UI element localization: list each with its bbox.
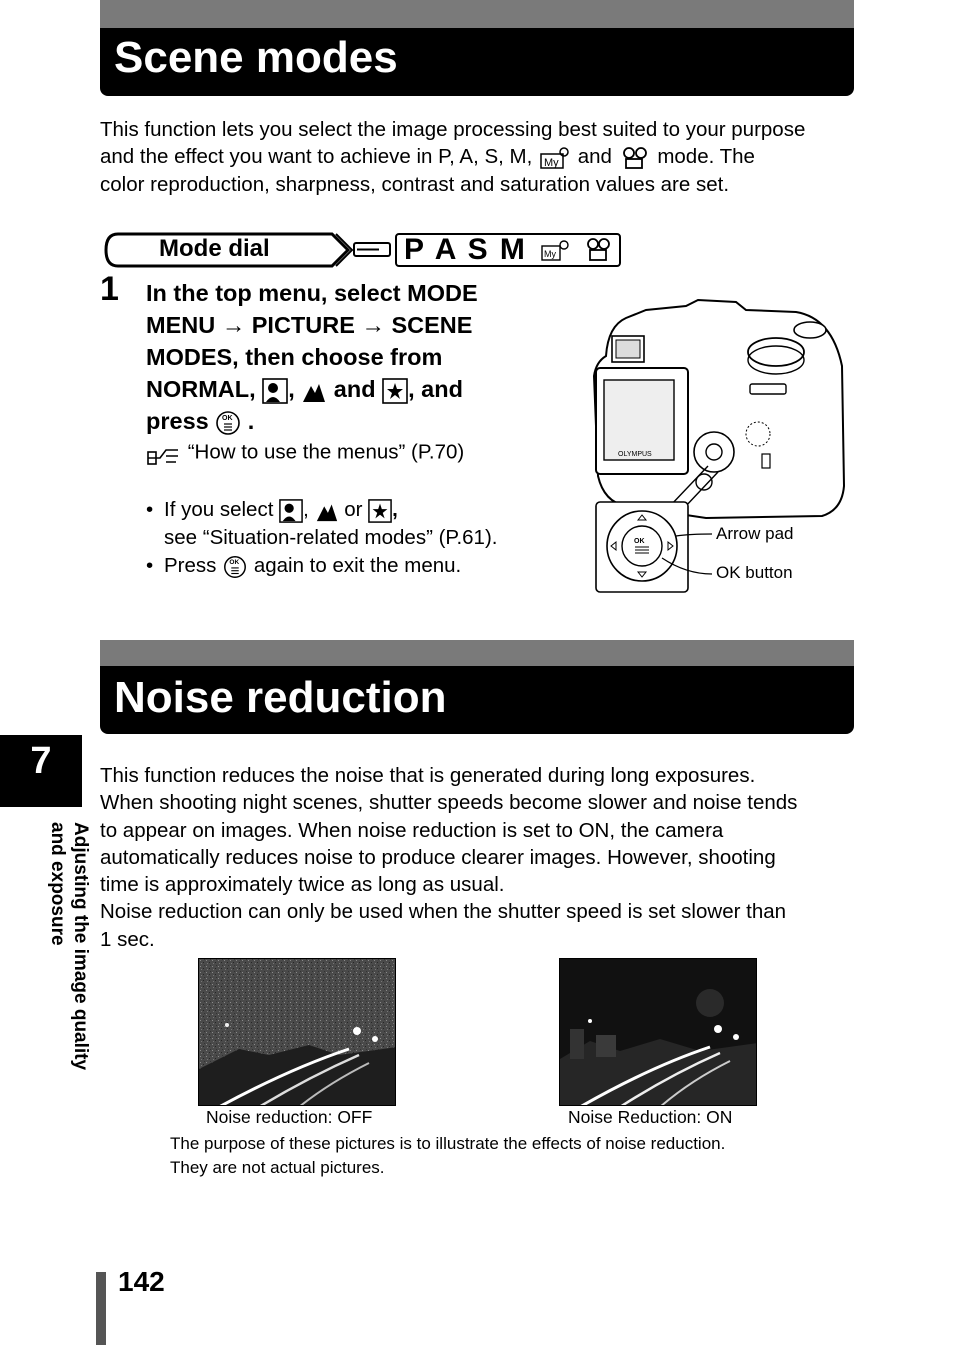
photo-disclaimer: The purpose of these pictures is to illustrate the effects of noise reduction. They are not actual pictures. [170,1134,726,1177]
camera-back-drawing [586,296,848,596]
mode-dial-indicator [104,232,624,268]
noise-off-caption: Noise reduction: OFF [206,1107,373,1127]
scene-modes-title: Scene modes [114,33,398,82]
ok-button-label: OK button [716,563,793,582]
svg-text:My: My [544,156,559,169]
ok-button-icon [215,409,241,437]
noise-reduction-on-photo [559,958,757,1106]
landscape-scene-icon [315,499,339,523]
landscape-scene-icon [301,378,327,404]
note-item: • Press OK again to exit the menu. [146,552,566,580]
step-1-notes [146,496,566,580]
step-number: 1 [100,270,119,308]
camera-illustration [586,296,848,596]
step-1-instructions: In the top menu, select MODE MENU → PICTURE → SCENE MODES, then choose from NORMAL, , and , and press OK . [146,277,546,437]
note-item: • If you select , or , see “Situation-related modes” (P.61). [146,496,566,552]
ok-button-icon [222,554,248,580]
night-road-noisy-image [199,959,396,1106]
noise-reduction-header [100,640,854,736]
night-road-clean-image [560,959,757,1106]
noise-reduction-title: Noise reduction [114,673,447,722]
svg-text:OK: OK [229,558,240,566]
noise-on-caption: Noise Reduction: ON [568,1107,733,1127]
chapter-title: Adjusting the image quality and exposure [47,822,91,1071]
svg-text:My: My [544,249,556,259]
svg-text:OK: OK [222,414,233,422]
noise-reduction-body: This function reduces the noise that is generated during long exposures. When shooting night scenes, shutter speeds become slower and noise tends to appear on images. When noise reduction is set to ON, the camera automatically reduces noise to produce clearer images. However, shooting time is approximately twice as long as usual. Noise reduction can only be used when the shutter speed is set slower than 1 sec. [100,764,798,951]
noise-reduction-off-photo [198,958,396,1106]
portrait-scene-icon [279,499,303,523]
svg-text:OK: OK [634,538,645,545]
reference-hand-icon [146,440,182,466]
menu-reference: “How to use the menus” (P.70) [146,440,464,466]
mode-dial-label: Mode dial [159,235,270,262]
night-scene-icon [368,499,392,523]
scene-modes-intro: This function lets you select the image processing best suited to your purpose and the effect you want to achieve in P, A, S, M, My and mode. The color reproduction, sharpness, contrast and saturation values are set. [100,118,806,196]
movie-mode-icon [618,146,652,170]
arrow-pad-label: Arrow pad [716,524,794,543]
svg-text:OLYMPUS: OLYMPUS [618,451,652,458]
portrait-scene-icon [262,378,288,404]
mode-dial-modes: P A S M [404,233,527,266]
my-mode-icon [538,146,572,170]
night-scene-icon [382,378,408,404]
page-number-bar [96,1272,106,1345]
page-number: 142 [118,1266,165,1297]
scene-modes-header [100,0,854,96]
chapter-number: 7 [30,740,52,782]
